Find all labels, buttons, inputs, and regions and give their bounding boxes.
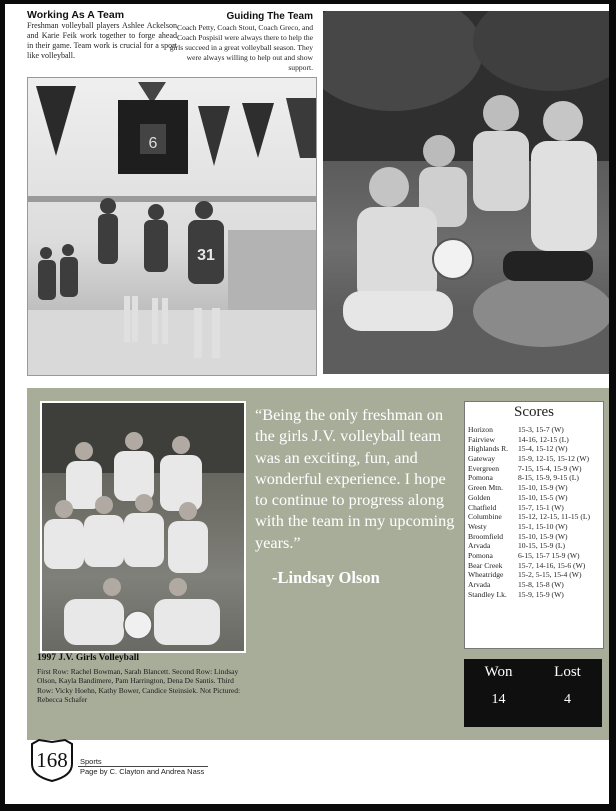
player-quote: “Being the only freshman on the girls J.V. volleyball team was an exciting, fun, and wonderful experience. I hope to continue to progress along with the team in my upcoming years.” <box>255 405 455 552</box>
score-row <box>468 532 602 542</box>
score-result: 15-4, 15-12 (W) <box>518 444 568 454</box>
scores-title: Scores <box>514 404 554 420</box>
score-row <box>468 483 602 493</box>
caption-title: Working As A Team <box>27 9 125 21</box>
score-result: 15-7, 15-1 (W) <box>518 502 564 512</box>
won-label: Won <box>484 664 513 680</box>
pennant-banner <box>242 103 274 158</box>
page-credit: Page by C. Clayton and Andrea Nass <box>80 767 205 776</box>
scores-box <box>464 401 604 649</box>
volleyball-icon <box>433 239 473 279</box>
score-row <box>468 454 602 464</box>
coaches-scene <box>323 11 609 374</box>
rock <box>473 275 609 347</box>
score-row <box>468 551 602 561</box>
score-result: 15-2, 5-15, 15-4 (W) <box>518 570 582 580</box>
score-result: 15-3, 15-7 (W) <box>518 425 564 434</box>
score-result: 15-1, 15-10 (W) <box>518 521 568 531</box>
section-name: Sports <box>80 757 102 766</box>
score-row <box>468 473 602 483</box>
caption-title: Guiding The Team <box>226 11 313 22</box>
score-row <box>468 493 602 503</box>
score-row <box>468 522 602 532</box>
team-caption <box>37 654 247 705</box>
lost-count: 4 <box>564 692 571 707</box>
score-row <box>468 425 602 435</box>
score-opponent: Chatfield <box>468 502 497 512</box>
score-result: 6-15, 15-7 15-9 (W) <box>518 550 580 560</box>
score-result: 15-10, 15-9 (W) <box>518 483 568 493</box>
season-record <box>464 659 602 727</box>
wall-stripe <box>28 196 316 202</box>
score-opponent: Gateway <box>468 454 495 464</box>
caption-working-as-a-team <box>27 10 177 61</box>
team-photo <box>40 401 246 653</box>
score-row <box>468 444 602 454</box>
score-opponent: Westy <box>468 521 487 531</box>
score-row <box>468 561 602 571</box>
bleachers <box>228 230 316 315</box>
won-count: 14 <box>491 692 506 707</box>
gym-floor <box>28 310 316 375</box>
score-result: 15-9, 12-15, 15-12 (W) <box>518 454 590 464</box>
score-result: 15-7, 14-16, 15-6 (W) <box>518 560 586 570</box>
score-opponent: Arvada <box>468 541 491 551</box>
score-result: 10-15, 15-9 (L) <box>518 541 566 551</box>
score-opponent: Highlands R. <box>468 444 509 454</box>
score-opponent: Fairview <box>468 434 495 444</box>
jv-volleyball-panel <box>27 388 609 740</box>
jersey-number: 31 <box>197 247 215 264</box>
score-result: 8-15, 15-9, 9-15 (L) <box>518 473 579 483</box>
score-result: 15-12, 12-15, 11-15 (L) <box>518 512 591 522</box>
gym-scene <box>28 78 316 375</box>
score-row <box>468 435 602 445</box>
score-result: 14-16, 12-15 (L) <box>518 434 569 444</box>
score-opponent: Broomfield <box>468 531 504 541</box>
score-opponent: Bear Creek <box>468 560 503 570</box>
score-row <box>468 503 602 513</box>
pennant-banner <box>198 106 230 166</box>
yearbook-page <box>5 4 609 804</box>
score-result: 7-15, 15-4, 15-9 (W) <box>518 463 582 473</box>
score-result: 15-10, 15-9 (W) <box>518 531 568 541</box>
scores-list <box>468 425 602 599</box>
score-row <box>468 580 602 590</box>
players <box>38 198 224 300</box>
score-opponent: Golden <box>468 492 491 502</box>
score-row <box>468 464 602 474</box>
caption-text: Freshman volleyball players Ashlee Ackelson and Karie Feik work together to forge ahead in their game. Team work is crucial for a sport like volleyball. <box>27 21 177 60</box>
score-opponent: Standley Lk. <box>468 589 507 599</box>
pennant-banner <box>286 98 316 158</box>
score-result: 15-8, 15-8 (W) <box>518 580 564 589</box>
score-result: 15-10, 15-5 (W) <box>518 492 568 502</box>
score-row <box>468 570 602 580</box>
gym-volleyball-photo <box>27 77 317 376</box>
team-caption-title: 1997 J.V. Girls Volleyball <box>37 653 139 663</box>
volleyball-icon <box>124 611 152 639</box>
score-row <box>468 590 602 600</box>
pennant-banner <box>36 86 76 156</box>
score-opponent: Columbine <box>468 512 502 522</box>
score-opponent: Pomona <box>468 550 493 560</box>
caption-guiding-the-team <box>165 12 313 73</box>
team-caption-text: First Row: Rachel Bowman, Sarah Blancett. Second Row: Lindsay Olson, Kayla Bandimere, Pam Harrington, Dena De Santis. Third Row: Vicky Hoehn, Kathy Bower, Candice Steinsiek. Not Pictured: Rebecca Schafer <box>37 666 241 705</box>
lost-label: Lost <box>554 664 581 680</box>
scoreboard-digit: 6 <box>148 135 158 152</box>
page-number: 168 <box>36 748 68 772</box>
score-opponent: Evergreen <box>468 463 500 473</box>
score-row <box>468 541 602 551</box>
score-opponent: Green Mtn. <box>468 483 504 493</box>
coaches-photo <box>323 11 609 374</box>
score-opponent: Wheatridge <box>468 570 504 580</box>
score-opponent: Horizon <box>468 425 493 434</box>
caption-text: Coach Petty, Coach Stout, Coach Greco, and Coach Pospisil were always there to help the girls succeed in a great volleyball season. They were always willing to help out and show support. <box>169 23 313 72</box>
score-opponent: Pomona <box>468 473 493 483</box>
team-scene <box>42 403 244 651</box>
score-row <box>468 512 602 522</box>
score-opponent: Arvada <box>468 580 491 589</box>
score-result: 15-9, 15-9 (W) <box>518 589 564 599</box>
quote-attribution: -Lindsay Olson <box>272 568 380 587</box>
